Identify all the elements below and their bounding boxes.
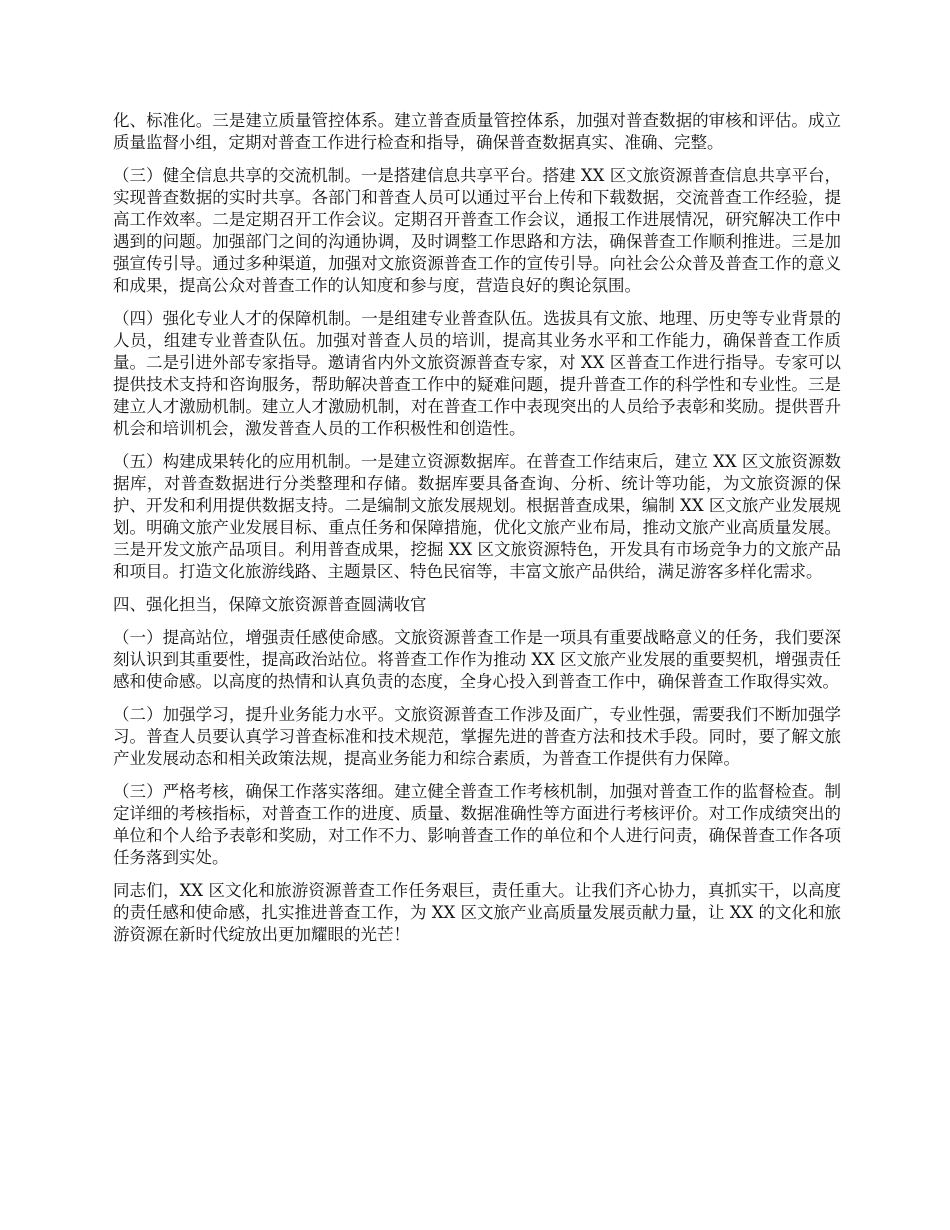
paragraph-raise-standing: （一）提高站位，增强责任感使命感。文旅资源普查工作是一项具有重要战略意义的任务，我们要深刻认识到其重要性，提高政治站位。将普查工作作为推动 XX 区文旅产业发展的重要契机，增强责任感和使命感。以高度的热情和认真负责的态度，全身心投入到普查工作中，确保普查工作取得实效。 xyxy=(113,628,841,691)
paragraph-results-application: （五）构建成果转化的应用机制。一是建立资源数据库。在普查工作结束后，建立 XX 区文旅资源数据库，对普查数据进行分类整理和存储。数据库要具备查询、分析、统计等功能，为文旅资源的保护、开发和利用提供数据支持。二是编制文旅发展规划。根据普查成果，编制 XX 区文旅产业发展规划。明确文旅产业发展目标、重点任务和保障措施，优化文旅产业布局，推动文旅产业高质量发展。三是开发文旅产品项目。利用普查成果，挖掘 XX 区文旅资源特色，开发具有市场竞争力的文旅产品和项目。打造文化旅游线路、主题景区、特色民宿等，丰富文旅产品供给，满足游客多样化需求。 xyxy=(113,452,841,581)
paragraph-quality-control: 化、标准化。三是建立质量管控体系。建立普查质量管控体系，加强对普查数据的审核和评估。成立质量监督小组，定期对普查工作进行检查和指导，确保普查数据真实、准确、完整。 xyxy=(113,111,841,152)
paragraph-strengthen-learning: （二）加强学习，提升业务能力水平。文旅资源普查工作涉及面广，专业性强，需要我们不断加强学习。普查人员要认真学习普查标准和技术规范，掌握先进的普查方法和技术手段。同时，要了解文旅产业发展动态和相关政策法规，提高业务能力和综合素质，为普查工作提供有力保障。 xyxy=(113,705,841,768)
section-heading-four: 四、强化担当，保障文旅资源普查圆满收官 xyxy=(113,595,427,614)
paragraph-closing: 同志们，XX 区文化和旅游资源普查工作任务艰巨，责任重大。让我们齐心协力，真抓实干，以高度的责任感和使命感，扎实推进普查工作，为 XX 区文旅产业高质量发展贡献力量，让 XX 的文化和旅游资源在新时代绽放出更加耀眼的光芒！ xyxy=(113,881,841,944)
paragraph-strict-assessment: （三）严格考核，确保工作落实落细。建立健全普查工作考核机制，加强对普查工作的监督检查。制定详细的考核指标，对普查工作的进度、质量、数据准确性等方面进行考核评价。对工作成绩突出的单位和个人给予表彰和奖励，对工作不力、影响普查工作的单位和个人进行问责，确保普查工作各项任务落到实处。 xyxy=(113,782,841,867)
paragraph-talent-guarantee: （四）强化专业人才的保障机制。一是组建专业普查队伍。选拔具有文旅、地理、历史等专业背景的人员，组建专业普查队伍。加强对普查人员的培训，提高其业务水平和工作能力，确保普查工作质量。二是引进外部专家指导。邀请省内外文旅资源普查专家，对 XX 区普查工作进行指导。专家可以提供技术支持和咨询服务，帮助解决普查工作中的疑难问题，提升普查工作的科学性和专业性。三是建立人才激励机制。建立人才激励机制，对在普查工作中表现突出的人员给予表彰和奖励。提供晋升机会和培训机会，激发普查人员的工作积极性和创造性。 xyxy=(113,309,841,438)
paragraph-info-sharing: （三）健全信息共享的交流机制。一是搭建信息共享平台。搭建 XX 区文旅资源普查信息共享平台，实现普查数据的实时共享。各部门和普查人员可以通过平台上传和下载数据，交流普查工作经验，提高工作效率。二是定期召开工作会议。定期召开普查工作会议，通报工作进展情况，研究解决工作中遇到的问题。加强部门之间的沟通协调，及时调整工作思路和方法，确保普查工作顺利推进。三是加强宣传引导。通过多种渠道，加强对文旅资源普查工作的宣传引导。向社会公众普及普查工作的意义和成果，提高公众对普查工作的认知度和参与度，营造良好的舆论氛围。 xyxy=(113,166,841,295)
document-page xyxy=(113,110,841,957)
